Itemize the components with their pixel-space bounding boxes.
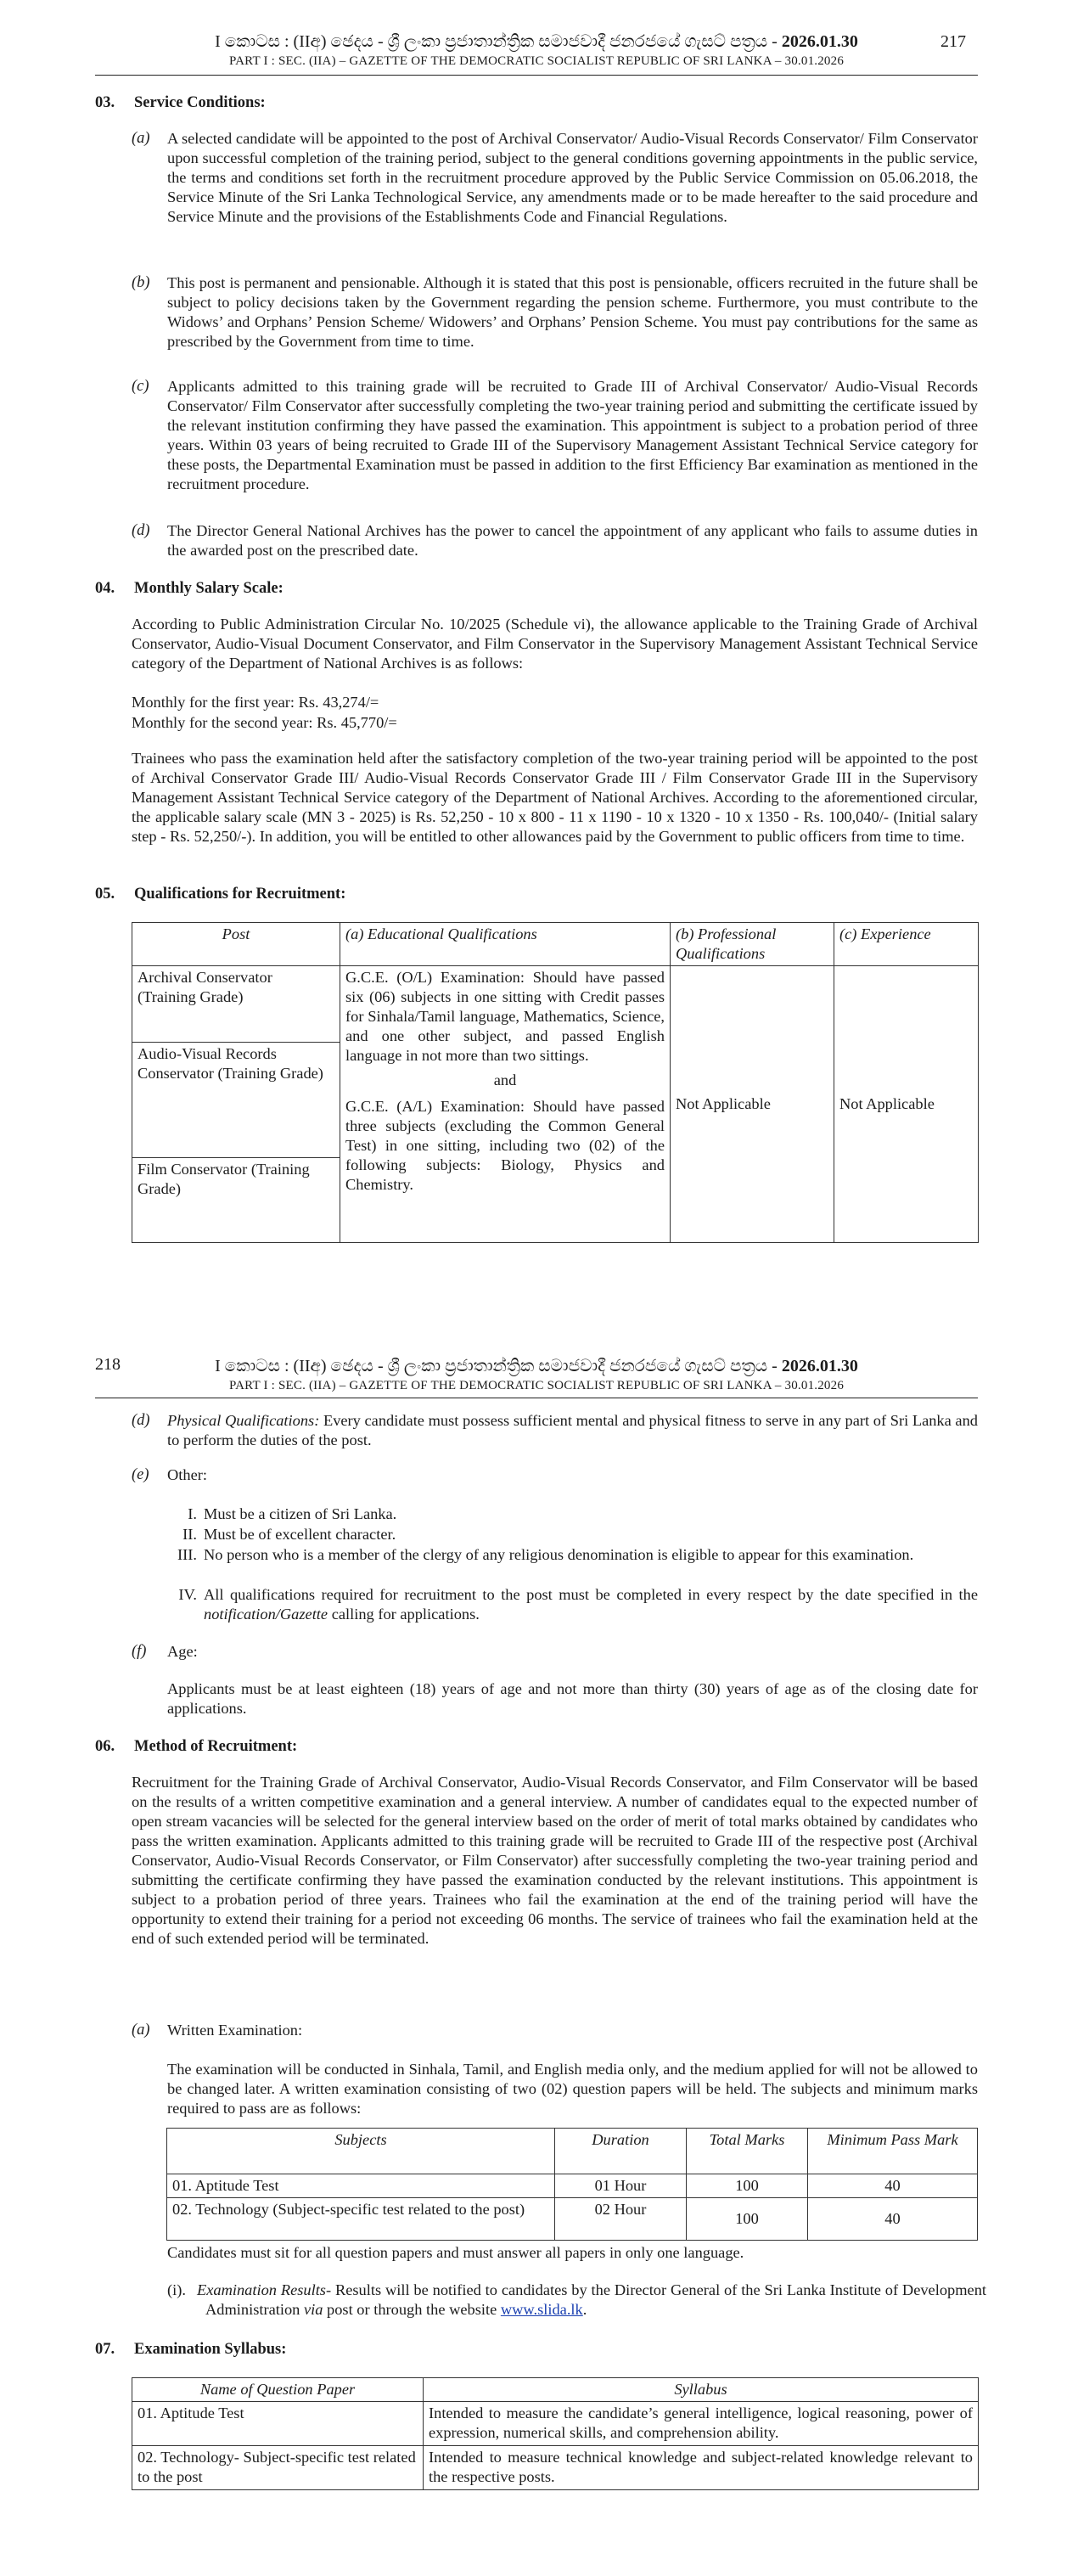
examination-results-paragraph: Examination Results- Results will be notified to candidates by the Director General of the Sri Lanka Institute of Development Administration via post or through the website www.slida.lk. [197, 2281, 986, 2318]
candidates-note: Candidates must sit for all question papers and must answer all papers in only one language. [167, 2244, 744, 2261]
roman-numeral: II. [182, 1526, 197, 1543]
total-marks-cell: 100 [687, 2198, 808, 2241]
professional-qualifications-cell: Not Applicable [671, 966, 834, 1243]
educational-qualifications-cell [340, 966, 671, 1243]
post-audio-visual-records-conservator: Audio-Visual Records Conservator (Training Grade) [132, 1043, 340, 1158]
section-heading-service-conditions: 03. Service Conditions: [95, 94, 266, 111]
roman-numeral: I. [188, 1505, 197, 1522]
duration-cell: 01 Hour [555, 2174, 687, 2198]
roman-numeral: IV. [178, 1586, 197, 1603]
qualifications-table [132, 922, 979, 1243]
roman-numeral: III. [177, 1546, 197, 1563]
subject-cell: 01. Aptitude Test [167, 2174, 555, 2198]
experience-cell: Not Applicable [834, 966, 979, 1243]
item-label: (d) [132, 522, 150, 539]
header-date: 2026.01.30 [781, 1357, 858, 1375]
header-english-title: PART I : SEC. (IIA) – GAZETTE OF THE DEMOCRATIC SOCIALIST REPUBLIC OF SRI LANKA – 30.01.2026 [228, 54, 845, 68]
item-label: (f) [132, 1643, 147, 1660]
service-condition-a: A selected candidate will be appointed to the post of Archival Conservator/ Audio-Visual Records Conservator/ Film Conservator upon successful completion of the training period, subject to the general conditions governing appointments in the public service, the terms and conditions set forth in the recruitment procedure approved by the Public Service Commission on 05.06.2018, the Service Minute of the Sri Lanka Technological Service, any amendments made or to be made hereafter to the said procedure and Service Minute and the provisions of the Establishments Code and Financial Regulations. [167, 130, 978, 225]
item-label: (a) [132, 130, 150, 147]
section-heading-qualifications: 05. Qualifications for Recruitment: [95, 886, 346, 903]
item-label: (e) [132, 1466, 149, 1483]
salary-scale-paragraph: Trainees who pass the examination held after the satisfactory completion of the two-year training period will be appointed to the post of Archival Conservator Grade III/ Audio-Visual Records Conservator Grade III / Film Conservator Grade III in the Supervisory Management Assistant Technical Service category of the Department of National Archives. According to the aforementioned circular, the applicable salary scale (MN 3 - 2025) is Rs. 52,250 - 10 x 800 - 11 x 1190 - 10 x 1320 - 10 x 1350 - Rs. 100,040/- (Initial salary step - Rs. 52,250/-). In addition, you will be entitled to other allowances paid by the Government to public officers from time to time. [132, 750, 978, 845]
age-requirement: Applicants must be at least eighteen (18) years of age and not more than thirty (30) years of age as of the closing date for applications. [167, 1680, 978, 1717]
question-paper-cell: 02. Technology- Subject-specific test related to the post [132, 2446, 424, 2490]
other-requirement-4: All qualifications required for recruitment to the post must be completed in every respect by the date specified in the notification/Gazette calling for applications. [204, 1586, 978, 1623]
service-condition-b: This post is permanent and pensionable. Although it is stated that this post is pensionable, officers recruited in the future shall be subject to policy decisions taken by the Government regarding the pension scheme. Furthermore, you must contribute to the Widows’ and Orphans’ Pension Scheme/ Widowers’ and Orphans’ Pension Scheme. You must pay contributions for the same as prescribed by the Government from time to time. [167, 274, 978, 350]
written-examination-paragraph: The examination will be conducted in Sinhala, Tamil, and English media only, and the medium applied for will not be allowed to be changed later. A written examination consisting of two (02) question papers will be held. The subjects and minimum marks required to pass are as follows: [167, 2061, 978, 2117]
other-requirement-3: No person who is a member of the clergy of any religious denomination is eligible to appear for this examination. [204, 1546, 914, 1563]
and-connector: and [493, 1071, 517, 1088]
item-label: (c) [132, 378, 149, 395]
other-requirement-2: Must be of excellent character. [204, 1526, 396, 1543]
gazette-page-217 [0, 0, 1078, 1274]
salary-first-year: Monthly for the first year: Rs. 43,274/= [132, 694, 379, 711]
written-exam-table [166, 2128, 978, 2241]
total-marks-cell: 100 [687, 2174, 808, 2198]
column-header-syllabus: Syllabus [424, 2378, 979, 2402]
salary-second-year: Monthly for the second year: Rs. 45,770/= [132, 714, 397, 731]
minimum-pass-mark-cell: 40 [808, 2174, 978, 2198]
item-label: (b) [132, 274, 150, 291]
service-condition-c: Applicants admitted to this training grade will be recruited to Grade III of Archival Conservator/ Audio-Visual Records Conservator/ Film Conservator after successfully completing the two-year training period and submitting the certificate issued by the relevant institution confirming they have passed the examination. This appointment is subject to a probation period of three years. Within 03 years of being recruited to Grade III of the Supervisory Management Assistant Technical Service category for these posts, the Departmental Examination must be passed in addition to the first Efficiency Bar examination as mentioned in the recruitment procedure. [167, 378, 978, 492]
column-header-professional: (b) Professional Qualifications [671, 923, 834, 966]
subject-cell: 02. Technology (Subject-specific test related to the post) [167, 2198, 555, 2241]
column-header-educational: (a) Educational Qualifications [340, 923, 671, 966]
column-header-post: Post [132, 923, 340, 966]
column-header-duration: Duration [555, 2129, 687, 2174]
method-of-recruitment-paragraph: Recruitment for the Training Grade of Archival Conservator, Audio-Visual Records Conservator, and Film Conservator will be based on the results of a written competitive examination and a general interview. A number of candidates equal to the expected number of open stream vacancies will be selected for the general interview based on the order of merit of total marks obtained by candidates who pass the written examination. Applicants admitted to this training grade will be recruited to Grade III of the respective post (Archival Conservator, Audio-Visual Records Conservator, or Film Conservator) after successfully completing the two-year training period and submitting the certificate confirming they have passed the examination conducted by the relevant institutions. This appointment is subject to a probation period of three years. Trainees who fail the examination at the end of the training period will have the opportunity to extend their training for a period not exceeding 06 months. The service of trainees who fail the examination held at the end of such extended period will be terminated. [132, 1774, 978, 1947]
page-number: 217 [940, 32, 966, 51]
service-condition-d: The Director General National Archives has the power to cancel the appointment of any applicant who fails to assume duties in the awarded post on the prescribed date. [167, 522, 978, 559]
section-heading-method-of-recruitment: 06. Method of Recruitment: [95, 1738, 298, 1755]
header-sinhala-title: I කොටස : (IIඅ) ඡෙදය - ශ්‍රී ලංකා ප්‍රජාතාන්ත්‍රික සමාජවාදී ජනරජයේ ගැසට් පත්‍රය - [215, 1357, 782, 1375]
column-header-minimum-pass-mark: Minimum Pass Mark [808, 2129, 978, 2174]
page-header [95, 31, 978, 70]
column-header-experience: (c) Experience [834, 923, 979, 966]
header-english-title: PART I : SEC. (IIA) – GAZETTE OF THE DEMOCRATIC SOCIALIST REPUBLIC OF SRI LANKA – 30.01.2026 [228, 1379, 845, 1392]
column-header-total-marks: Total Marks [687, 2129, 808, 2174]
post-film-conservator: Film Conservator (Training Grade) [132, 1158, 340, 1243]
gazette-page-218 [0, 1325, 1078, 2576]
results-label: (i). [167, 2281, 186, 2298]
duration-cell: 02 Hour [555, 2198, 687, 2241]
table-row [132, 2446, 979, 2490]
other-requirement-1: Must be a citizen of Sri Lanka. [204, 1505, 397, 1522]
item-label: (d) [132, 1412, 150, 1429]
header-divider [95, 75, 978, 76]
page-header [95, 1355, 978, 1394]
syllabus-cell: Intended to measure the candidate’s general intelligence, logical reasoning, power of expression, numerical skills, and comprehension ability. [424, 2402, 979, 2446]
page-number: 218 [95, 1355, 121, 1374]
column-header-subjects: Subjects [167, 2129, 555, 2174]
table-row [167, 2198, 978, 2241]
column-header-question-paper: Name of Question Paper [132, 2378, 424, 2402]
question-paper-cell: 01. Aptitude Test [132, 2402, 424, 2446]
al-requirement: G.C.E. (A/L) Examination: Should have passed three subjects (excluding the Common General Test) in one sitting, including two (02) of the following subjects: Biology, Physics and Chemistry. [345, 1098, 665, 1193]
item-label: (a) [132, 2022, 150, 2039]
header-date: 2026.01.30 [781, 32, 858, 51]
other-title: Other: [167, 1466, 207, 1483]
section-heading-examination-syllabus: 07. Examination Syllabus: [95, 2341, 287, 2358]
header-sinhala-title: I කොටස : (IIඅ) ඡෙදය - ශ්‍රී ලංකා ප්‍රජාතාන්ත්‍රික සමාජවාදී ජනරජයේ ගැසට් පත්‍රය - [215, 32, 782, 51]
salary-intro-paragraph: According to Public Administration Circular No. 10/2025 (Schedule vi), the allowance applicable to the Training Grade of Archival Conservator, Audio-Visual Document Conservator, and Film Conservator in the Supervisory Management Assistant Technical Service category of the Department of National Archives is as follows: [132, 616, 978, 672]
post-archival-conservator: Archival Conservator (Training Grade) [132, 966, 340, 1043]
slida-website-link[interactable]: www.slida.lk [500, 2301, 583, 2318]
syllabus-table [132, 2377, 979, 2490]
section-heading-salary-scale: 04. Monthly Salary Scale: [95, 580, 284, 597]
minimum-pass-mark-cell: 40 [808, 2198, 978, 2241]
age-title: Age: [167, 1643, 198, 1660]
table-row [132, 2402, 979, 2446]
table-row [167, 2174, 978, 2198]
written-examination-title: Written Examination: [167, 2022, 303, 2039]
syllabus-cell: Intended to measure technical knowledge and subject-related knowledge relevant to the respective posts. [424, 2446, 979, 2490]
ol-requirement: G.C.E. (O/L) Examination: Should have passed six (06) subjects in one sitting with Credit passes for Sinhala/Tamil language, Mathematics, Science, and one other subject, and passed English language in not more than two sittings. [345, 969, 665, 1064]
physical-qualifications: Physical Qualifications: Every candidate must possess sufficient mental and physical fitness to serve in any part of Sri Lanka and to perform the duties of the post. [167, 1412, 978, 1448]
